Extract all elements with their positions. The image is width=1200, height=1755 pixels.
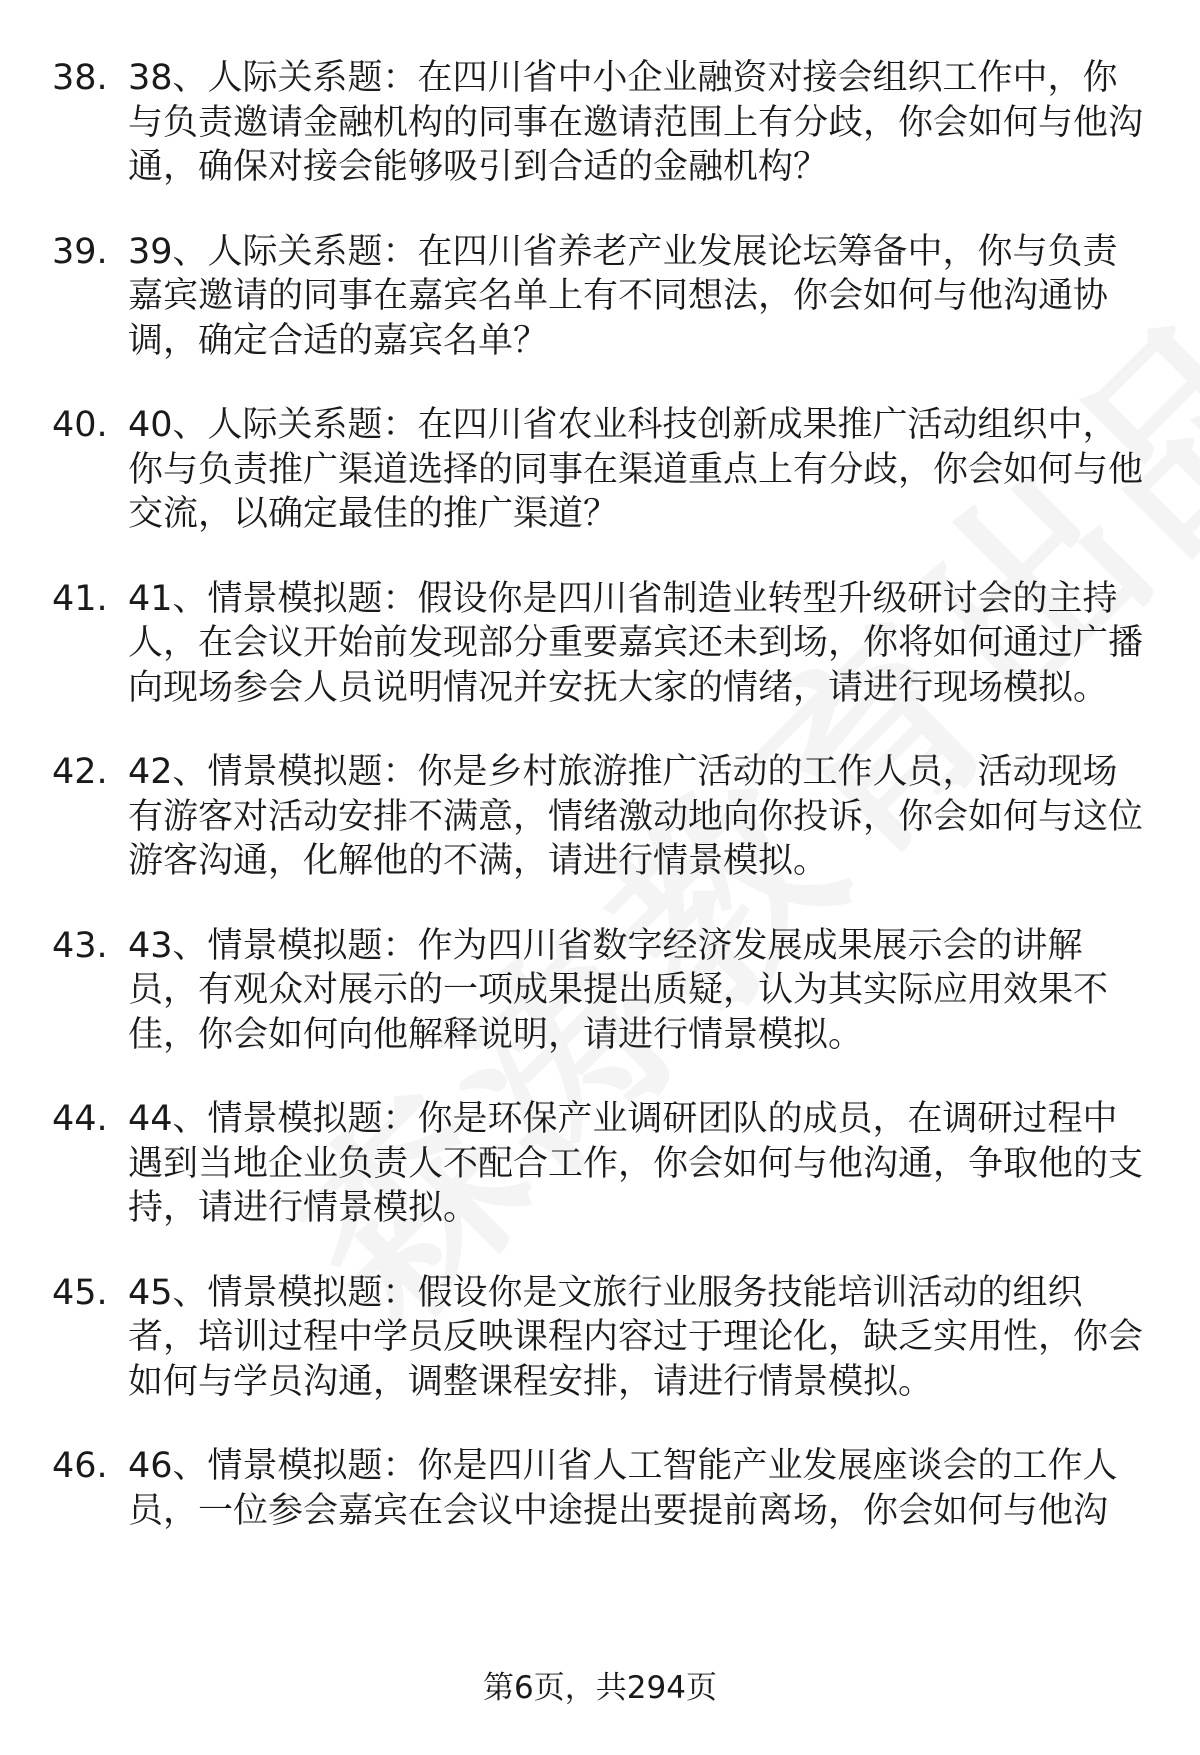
question-number: 43. xyxy=(52,925,108,966)
question-text: 39、人际关系题：在四川省养老产业发展论坛筹备中，你与负责嘉宾邀请的同事在嘉宾名单上有不同想法，你会如何与他沟通协调，确定合适的嘉宾名单？ xyxy=(128,231,1118,361)
question-number: 40. xyxy=(52,405,108,445)
question-list xyxy=(0,56,1200,1573)
question-number: 42. xyxy=(52,752,108,792)
question-number: 46. xyxy=(52,1446,108,1486)
question-item xyxy=(0,1271,1200,1405)
question-item xyxy=(0,403,1200,537)
page-footer: 第6页，共294页 xyxy=(483,1670,717,1706)
question-text: 38、人际关系题：在四川省中小企业融资对接会组织工作中，你与负责邀请金融机构的同事在邀请范围上有分歧，你会如何与他沟通，确保对接会能够吸引到合适的金融机构？ xyxy=(128,58,1144,187)
question-text: 45、情景模拟题：假设你是文旅行业服务技能培训活动的组织者，培训过程中学员反映课程内容过于理论化，缺乏实用性，你会如何与学员沟通，调整课程安排，请进行情景模拟。 xyxy=(128,1272,1144,1402)
question-text: 40、人际关系题：在四川省农业科技创新成果推广活动组织中，你与负责推广渠道选择的同事在渠道重点上有分歧，你会如何与他交流，以确定最佳的推广渠道？ xyxy=(128,405,1144,534)
question-item xyxy=(0,1097,1200,1231)
question-item xyxy=(0,56,1200,190)
question-number: 41. xyxy=(52,578,108,619)
question-text: 42、情景模拟题：你是乡村旅游推广活动的工作人员，活动现场有游客对活动安排不满意，情绪激动地向你投诉，你会如何与这位游客沟通，化解他的不满，请进行情景模拟。 xyxy=(128,752,1144,881)
question-text: 41、情景模拟题：假设你是四川省制造业转型升级研讨会的主持人，在会议开始前发现部分重要嘉宾还未到场，你将如何通过广播向现场参会人员说明情况并安抚大家的情绪，请进行现场模拟。 xyxy=(128,578,1144,708)
question-item xyxy=(0,924,1200,1058)
question-number: 45. xyxy=(52,1272,108,1313)
question-text: 46、情景模拟题：你是四川省人工智能产业发展座谈会的工作人员，一位参会嘉宾在会议中途提出要提前离场，你会如何与他沟 xyxy=(128,1446,1118,1531)
question-item xyxy=(0,1444,1200,1533)
question-item xyxy=(0,750,1200,884)
question-item xyxy=(0,230,1200,364)
question-number: 44. xyxy=(52,1099,108,1139)
question-number: 39. xyxy=(52,231,108,272)
question-text: 44、情景模拟题：你是环保产业调研团队的成员，在调研过程中遇到当地企业负责人不配合工作，你会如何与他沟通，争取他的支持，请进行情景模拟。 xyxy=(128,1099,1144,1228)
question-text: 43、情景模拟题：作为四川省数字经济发展成果展示会的讲解员，有观众对展示的一项成果提出质疑，认为其实际应用效果不佳，你会如何向他解释说明，请进行情景模拟。 xyxy=(128,925,1109,1055)
question-number: 38. xyxy=(52,58,108,98)
question-item xyxy=(0,577,1200,711)
